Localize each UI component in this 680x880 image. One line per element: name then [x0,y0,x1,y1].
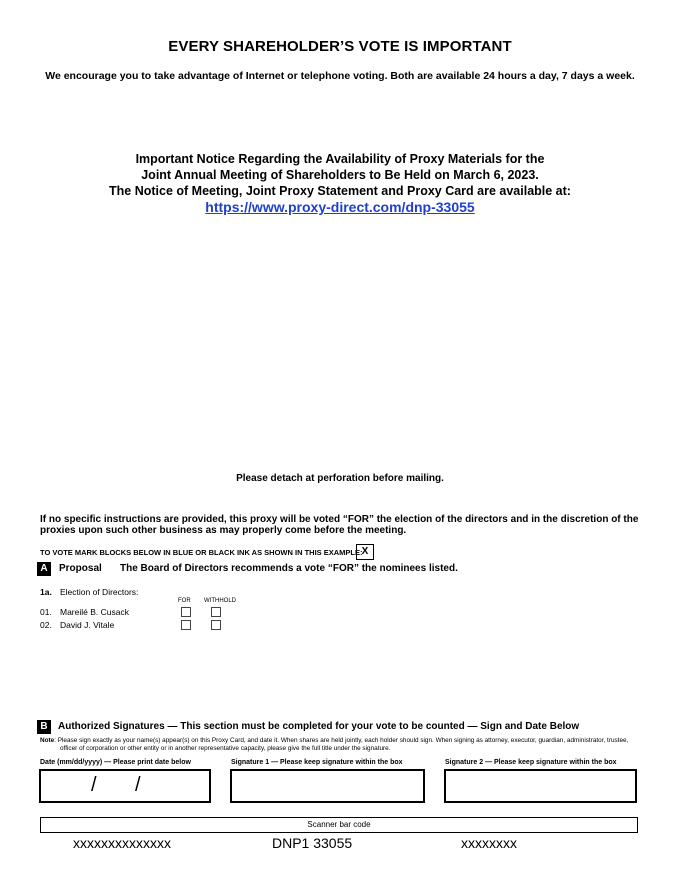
notice-line-1: Important Notice Regarding the Availability of Proxy Materials for the [135,152,545,166]
mark-example-box: X [356,544,374,560]
nominee-number: 01. [40,607,52,617]
voting-encouragement: We encourage you to take advantage of Internet or telephone voting. Both are available 24 hours a day, 7 days a week. [45,70,635,82]
signature-2-label: Signature 2 — Please keep signature within the box [445,759,617,766]
notice-line-2: Joint Annual Meeting of Shareholders to Be Held on March 6, 2023. [141,168,539,182]
section-b-label: B [37,720,51,734]
proposal-label: Election of Directors: [60,587,139,597]
signature-1-label: Signature 1 — Please keep signature within the box [231,759,403,766]
date-separator: / [135,774,141,796]
notice-line-3: The Notice of Meeting, Joint Proxy Statement and Proxy Card are available at: [109,184,571,198]
scanner-barcode-box: Scanner bar code [40,817,638,833]
signature-note [40,737,640,753]
page-title: EVERY SHAREHOLDER’S VOTE IS IMPORTANT [168,38,512,55]
nominee-2-for-checkbox[interactable] [181,620,191,630]
nominee-2-withhold-checkbox[interactable] [211,620,221,630]
date-label: Date (mm/dd/yyyy) — Please print date below [40,759,191,766]
mark-instruction: TO VOTE MARK BLOCKS BELOW IN BLUE OR BLACK INK AS SHOWN IN THIS EXAMPLE: [40,548,363,557]
detach-instruction: Please detach at perforation before mailing. [236,473,444,484]
proposal-number: 1a. [40,587,52,597]
for-column-header: FOR [178,598,191,604]
nominee-1-withhold-checkbox[interactable] [211,607,221,617]
section-a-label: A [37,562,51,576]
nominee-1-for-checkbox[interactable] [181,607,191,617]
signature-2-field[interactable] [444,769,637,803]
footer-center-code: DNP1 33055 [272,835,353,851]
date-separator: / [91,774,97,796]
proxy-materials-link[interactable]: https://www.proxy-direct.com/dnp-33055 [205,199,475,215]
nominee-name: David J. Vitale [60,620,115,630]
withhold-column-header: WITHHOLD [204,598,236,604]
proxy-materials-notice [0,151,680,216]
date-field[interactable] [39,769,211,803]
board-recommendation: The Board of Directors recommends a vote “FOR” the nominees listed. [120,563,458,574]
section-b-title: Authorized Signatures — This section must be completed for your vote to be counted — Sign and Date Below [58,721,580,732]
section-a-title: Proposal [59,563,102,574]
note-label: Note [40,737,55,744]
note-text: : Please sign exactly as your name(s) appear(s) on this Proxy Card, and date it. When shares are held jointly, each holder should sign. When signing as attorney, executor, guardian, administrator, trustee, officer of corporation or other entity or in another representative capacity, please give the full title under the signature. [54,737,629,752]
nominee-number: 02. [40,620,52,630]
signature-1-field[interactable] [230,769,425,803]
footer-right-code: xxxxxxxx [461,835,517,851]
nominee-name: Mareilé B. Cusack [60,607,129,617]
footer-left-code: xxxxxxxxxxxxxx [73,835,171,851]
default-voting-statement: If no specific instructions are provided, this proxy will be voted “FOR” the election of the directors and in the discretion of the proxies upon such other business as may properly come before the meeting. [40,514,639,536]
